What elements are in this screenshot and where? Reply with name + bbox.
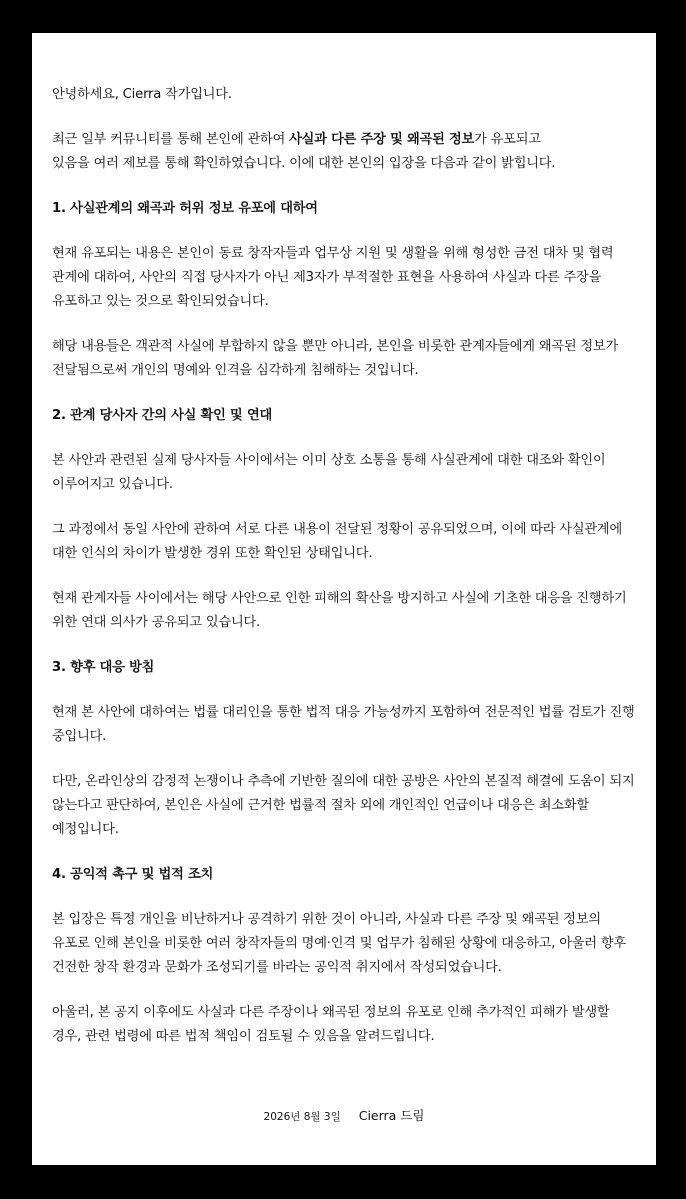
spacer — [52, 980, 636, 1001]
paragraph-line: 예정입니다. — [52, 822, 119, 837]
paragraph-line: 경우, 관련 법령에 따른 법적 책임이 검토될 수 있음을 알려드립니다. — [52, 1029, 435, 1044]
paragraph-line: 본 입장은 특정 개인을 비난하거나 공격하기 위한 것이 아니라, 사실과 다른 주장 및 왜곡된 정보의 — [52, 912, 601, 927]
intro-emphasis: 사실과 다른 주장 및 왜곡된 정보 — [289, 132, 475, 147]
section-heading: 4. 공익적 촉구 및 법적 조치 — [52, 867, 214, 882]
spacer — [52, 887, 636, 908]
paragraph-line: 중입니다. — [52, 729, 107, 744]
paragraph-line: 관계에 대하여, 사안의 직접 당사자가 아닌 제3자가 부적절한 표현을 사용하여 사실과 다른 주장을 — [52, 270, 602, 285]
paragraph-line: 아울러, 본 공지 이후에도 사실과 다른 주장이나 왜곡된 정보의 유포로 인해 추가적인 피해가 발생할 — [52, 1005, 610, 1020]
signature-block — [32, 1106, 656, 1127]
section-paragraph — [52, 335, 636, 383]
paragraph-line: 대한 인식의 차이가 발생한 경위 또한 확인된 상태입니다. — [52, 546, 373, 561]
spacer — [52, 314, 636, 335]
intro-paragraph — [52, 128, 636, 176]
spacer — [52, 221, 636, 242]
section-paragraph — [52, 242, 636, 314]
paragraph-line: 유포하고 있는 것으로 확인되었습니다. — [52, 294, 269, 309]
spacer — [52, 566, 636, 587]
paragraph-line: 현재 유포되는 내용은 본인이 동료 창작자들과 업무상 지원 및 생활을 위해 형성한 금전 대차 및 협력 — [52, 246, 614, 261]
signature-date: 2026년 8월 3일 — [263, 1111, 341, 1123]
section-paragraph — [52, 908, 636, 980]
intro-text: 가 유포되고 — [474, 132, 541, 147]
spacer — [52, 749, 636, 770]
intro-line-1 — [52, 128, 636, 152]
paragraph-line: 않는다고 판단하여, 본인은 사실에 근거한 법률적 절차 외에 개인적인 언급이나 대응은 최소화할 — [52, 798, 589, 813]
paragraph-line: 이루어지고 있습니다. — [52, 477, 173, 492]
section-paragraph — [52, 1001, 636, 1049]
paragraph-line: 그 과정에서 동일 사안에 관하여 서로 다른 내용이 전달된 정황이 공유되었으며, 이에 따라 사실관계에 — [52, 522, 622, 537]
spacer — [52, 428, 636, 449]
paragraph-line: 현재 본 사안에 대하여는 법률 대리인을 통한 법적 대응 가능성까지 포함하여 전문적인 법률 검토가 진행 — [52, 705, 635, 720]
spacer — [52, 383, 636, 404]
intro-line-2: 있음을 여러 제보를 통해 확인하였습니다. 이에 대한 본인의 입장을 다음과 같이 밝힙니다. — [52, 156, 556, 171]
spacer — [52, 842, 636, 863]
section-heading: 3. 향후 대응 방침 — [52, 660, 155, 675]
paragraph-line: 해당 내용들은 객관적 사실에 부합하지 않을 뿐만 아니라, 본인을 비롯한 관계자들에게 왜곡된 정보가 — [52, 339, 618, 354]
spacer — [52, 635, 636, 656]
section-paragraph — [52, 701, 636, 749]
greeting: 안녕하세요, Cierra 작가입니다. — [52, 87, 232, 102]
intro-text: 최근 일부 커뮤니티를 통해 본인에 관하여 — [52, 132, 290, 147]
section-paragraph — [52, 587, 636, 635]
signature-signer: Cierra 드림 — [358, 1108, 425, 1123]
spacer — [52, 680, 636, 701]
paragraph-line: 위한 연대 의사가 공유되고 있습니다. — [52, 615, 261, 630]
spacer — [52, 176, 636, 197]
section-paragraph — [52, 770, 636, 842]
paragraph-line: 다만, 온라인상의 감정적 논쟁이나 추측에 기반한 질의에 대한 공방은 사안의 본질적 해결에 도움이 되지 — [52, 774, 635, 789]
section-paragraph — [52, 518, 636, 566]
spacer — [52, 497, 636, 518]
paragraph-line: 현재 관계자들 사이에서는 해당 사안으로 인한 피해의 확산을 방지하고 사실에 기초한 대응을 진행하기 — [52, 591, 627, 606]
paragraph-line: 유포로 인해 본인을 비롯한 여러 창작자들의 명예·인격 및 업무가 침해된 상황에 대응하고, 아울러 향후 — [52, 936, 626, 951]
spacer — [52, 107, 636, 128]
paragraph-line: 건전한 창작 환경과 문화가 조성되기를 바라는 공익적 취지에서 작성되었습니다. — [52, 960, 502, 975]
section-heading: 2. 관계 당사자 간의 사실 확인 및 연대 — [52, 408, 273, 423]
section-paragraph — [52, 449, 636, 497]
notice-document — [32, 33, 656, 1165]
section-heading: 1. 사실관계의 왜곡과 허위 정보 유포에 대하여 — [52, 201, 318, 216]
paragraph-line: 전달됨으로써 개인의 명예와 인격을 심각하게 침해하는 것입니다. — [52, 363, 419, 378]
paragraph-line: 본 사안과 관련된 실제 당사자들 사이에서는 이미 상호 소통을 통해 사실관계에 대한 대조와 확인이 — [52, 453, 606, 468]
